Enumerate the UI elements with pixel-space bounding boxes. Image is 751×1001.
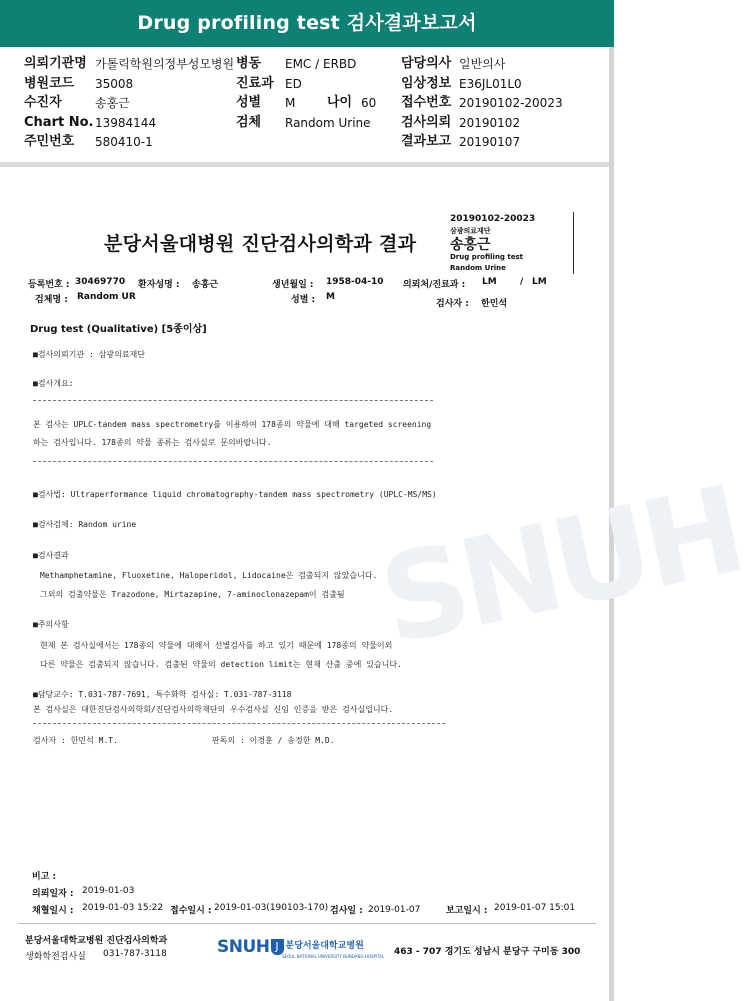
patient-name-value: 송홍근 (192, 280, 219, 290)
agency-line: ■검사의뢰기관 : 삼광의료재단 (33, 350, 146, 359)
request-date-value: 2019-01-03 (82, 886, 135, 896)
report-date-value: 2019-01-07 15:01 (494, 903, 576, 913)
footer-label: 채혈일시 : (32, 906, 74, 916)
info-value: 20190107 (459, 135, 521, 149)
receive-date-value: 2019-01-03(190103-170) (214, 903, 329, 913)
info-value: E36JL01L0 (459, 77, 522, 91)
method-line: ■검사법: Ultraperformance liquid chromatography-tandem mass spectrometry (UPLC-MS/MS) (33, 490, 437, 499)
result-heading: ■검사결과 (33, 551, 69, 560)
info-value: 580410-1 (95, 135, 153, 149)
label-specimen: Random Urine (450, 264, 506, 272)
ward-value: LM (482, 277, 497, 287)
tester-signature: 검사자 : 한민석 M.T. (33, 736, 118, 745)
dept-name: 분당서울대학교병원 진단검사의학과 (25, 936, 168, 946)
patient-info-label: 성별 : (291, 295, 316, 305)
report-title: Drug profiling test 검사결과보고서 (0, 0, 614, 47)
label-test-name: Drug profiling test (450, 253, 523, 261)
specimen-label-sticker (446, 212, 574, 274)
info-value: 20190102-20023 (459, 96, 563, 110)
dashed-divider (33, 400, 433, 401)
footer-label: 의뢰일자 : (32, 889, 74, 899)
caution-heading: ■주의사항 (33, 620, 69, 629)
remark-label: 비고 : (32, 872, 57, 882)
hospital-address: 463 - 707 경기도 성남시 분당구 구미동 300 (394, 947, 581, 957)
specimen-value: Random UR (77, 292, 136, 302)
test-date-value: 2019-01-07 (368, 905, 421, 915)
request-info-grid (0, 52, 614, 154)
dashed-divider (33, 461, 433, 462)
result-line-1: Methamphetamine, Fluoxetine, Haloperidol, Lidocaine은 검출되지 않았습니다. (40, 571, 378, 580)
lab-name: 생화학전검사실 (25, 952, 86, 962)
footer-label: 접수일시 : (170, 906, 212, 916)
lab-phone: 031-787-3118 (103, 949, 167, 959)
info-label: 의뢰기관명 (24, 56, 87, 71)
footer-divider (18, 923, 596, 924)
certification-line: 본 검사실은 대한진단검사의학회/진단검사의학재단의 우수검사실 신임 인증을 받은 검사실입니다. (33, 705, 394, 714)
logo-shield-icon: J (271, 939, 284, 955)
footer-label: 보고일시 : (446, 906, 488, 916)
info-label: 검사의뢰 (401, 115, 452, 130)
info-label: Chart No. (24, 115, 94, 130)
info-label: 결과보고 (401, 134, 452, 149)
hospital-report-title: 분당서울대병원 진단검사의학과 결과 (104, 233, 417, 255)
label-patient-name: 송홍근 (450, 237, 491, 253)
reg-no-value: 30469770 (75, 277, 126, 287)
info-label: 접수번호 (401, 95, 452, 110)
info-value: ED (285, 77, 302, 91)
ward-separator: / (520, 277, 524, 287)
info-label: 병원코드 (24, 76, 75, 91)
info-value: 송홍근 (95, 96, 130, 110)
patient-info-label: 의뢰처/진료과 : (403, 280, 466, 290)
label-receipt-no: 20190102-20023 (450, 214, 536, 224)
info-label: 임상정보 (401, 76, 452, 91)
patient-info-label: 환자성명 : (138, 280, 180, 290)
info-label: 담당의사 (401, 56, 452, 71)
overview-line-2: 하는 검사입니다. 178종의 약물 종류는 검사실로 문의바랍니다. (33, 438, 272, 447)
result-line-2: 그외의 검출약물은 Trazodone, Mirtazapine, 7-aminoclonazepam이 검출됨 (40, 590, 345, 599)
dept-value: LM (532, 277, 547, 287)
overview-line-1: 본 검사는 UPLC-tandem mass spectrometry를 이용하여 178종의 약물에 대해 targeted screening (33, 420, 432, 429)
snuh-watermark: SNUH (369, 461, 751, 672)
info-value: 가톨릭학원의정부성모병원 (95, 57, 235, 71)
info-label: 검체 (236, 115, 262, 130)
info-label: 주민번호 (24, 134, 75, 149)
dashed-divider (33, 723, 445, 724)
reader-signature: 판독의 : 이경훈 / 송정한 M.D. (212, 736, 335, 745)
info-label: 진료과 (236, 76, 274, 91)
tester-value: 한민석 (481, 299, 508, 309)
logo-hospital-name: 분당서울대학교병원 (285, 941, 364, 951)
scanned-lab-report (0, 167, 751, 1001)
info-value: 35008 (95, 77, 134, 91)
info-value: 60 (361, 96, 377, 110)
test-title: Drug test (Qualitative) [5종이상] (30, 324, 207, 335)
footer-label: 검사일 : (330, 906, 363, 916)
specimen-line: ■검사검체: Random urine (33, 520, 137, 529)
info-value: EMC / ERBD (285, 57, 357, 71)
label-institute: 삼광의료재단 (450, 227, 491, 235)
patient-info-label: 검사자 : (436, 299, 469, 309)
info-label: 병동 (236, 56, 262, 71)
caution-line-2: 다른 약물은 검출되지 않습니다. 검출된 약물의 detection limit는 현재 산출 중에 있습니다. (40, 660, 402, 669)
info-value: 13984144 (95, 116, 157, 130)
info-value: 20190102 (459, 116, 521, 130)
sex-value: M (326, 292, 335, 302)
overview-heading: ■검사개요: (33, 379, 74, 388)
info-value: Random Urine (285, 116, 371, 130)
caution-line-1: 현재 본 검사실에서는 178종의 약물에 대해서 선별검사를 하고 있기 때문에 178종의 약물이외 (40, 641, 393, 650)
collect-date-value: 2019-01-03 15:22 (82, 903, 164, 913)
info-value: 일반의사 (459, 57, 506, 71)
dob-value: 1958-04-10 (326, 277, 384, 287)
patient-info-label: 생년월일 : (272, 280, 314, 290)
snuh-logo (217, 937, 385, 959)
contact-line: ■담당교수: T.031-787-7691, 특수화학 검사실: T.031-787-3118 (33, 690, 292, 699)
patient-info-label: 검체명 : (35, 295, 68, 305)
patient-info-label: 등록번호 : (28, 280, 70, 290)
info-value: M (285, 96, 296, 110)
info-label: 성별 (236, 95, 262, 110)
logo-english-name: SEOUL NATIONAL UNIVERSITY BUNDANG HOSPITAL (282, 954, 385, 959)
logo-wordmark: SNUH (217, 937, 270, 957)
scrollbar-track[interactable] (609, 47, 614, 1001)
info-label: 나이 (327, 95, 353, 110)
info-label: 수진자 (24, 95, 62, 110)
